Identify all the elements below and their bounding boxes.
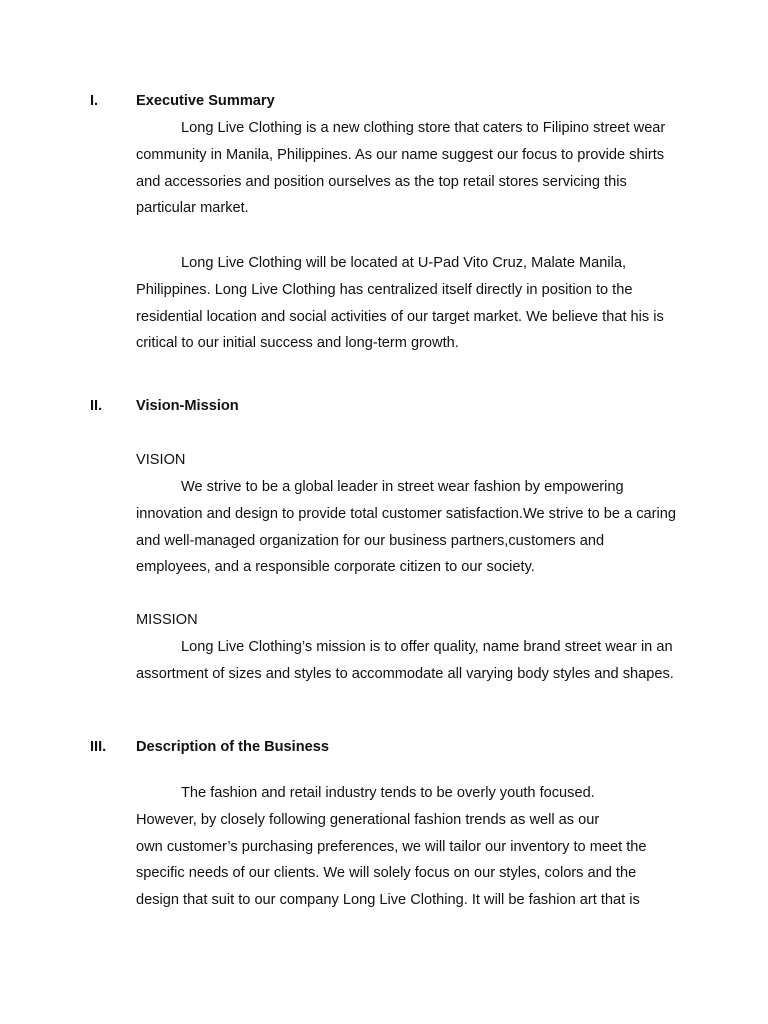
- mission-label: MISSION: [136, 612, 198, 628]
- section-3-title: Description of the Business: [136, 739, 329, 755]
- section-1-title: Executive Summary: [136, 93, 275, 109]
- business-description-line: specific needs of our clients. We will solely focus on our styles, colors and the: [136, 865, 637, 882]
- section-3-numeral: III.: [90, 739, 107, 755]
- business-description-line: However, by closely following generational fashion trends as well as our: [136, 811, 600, 828]
- mission-paragraph: Long Live Clothing’s mission is to offer quality, name brand street wear in an assortment of sizes and styles to accommodate all varying body styles and shapes.: [136, 639, 674, 682]
- section-1-numeral: I.: [90, 93, 99, 109]
- executive-summary-paragraph-2: Long Live Clothing will be located at U-Pad Vito Cruz, Malate Manila, Philippines. Long Live Clothing has centralized itself directly in position to the residential location and social activities of our target market. We believe that his is critical to our initial success and long-term growth.: [136, 255, 664, 352]
- business-description-line: own customer’s purchasing preferences, we will tailor our inventory to meet the: [136, 838, 647, 855]
- vision-label: VISION: [136, 452, 186, 468]
- section-2-numeral: II.: [90, 398, 103, 414]
- section-2-title: Vision-Mission: [136, 398, 239, 414]
- business-description-line: The fashion and retail industry tends to be overly youth focused.: [181, 785, 595, 801]
- business-description-paragraph: [136, 780, 736, 914]
- executive-summary-paragraph-1: Long Live Clothing is a new clothing store that caters to Filipino street wear community in Manila, Philippines. As our name suggest our focus to provide shirts and accessories and position ourselves as the top retail stores servicing this particular market.: [136, 120, 666, 217]
- business-description-line: design that suit to our company Long Live Clothing. It will be fashion art that is: [136, 892, 640, 909]
- vision-paragraph: We strive to be a global leader in street wear fashion by empowering innovation and design to provide total customer satisfaction.We strive to be a caring and well-managed organization for our business partners,customers and employees, and a responsible corporate citizen to our society.: [136, 479, 676, 576]
